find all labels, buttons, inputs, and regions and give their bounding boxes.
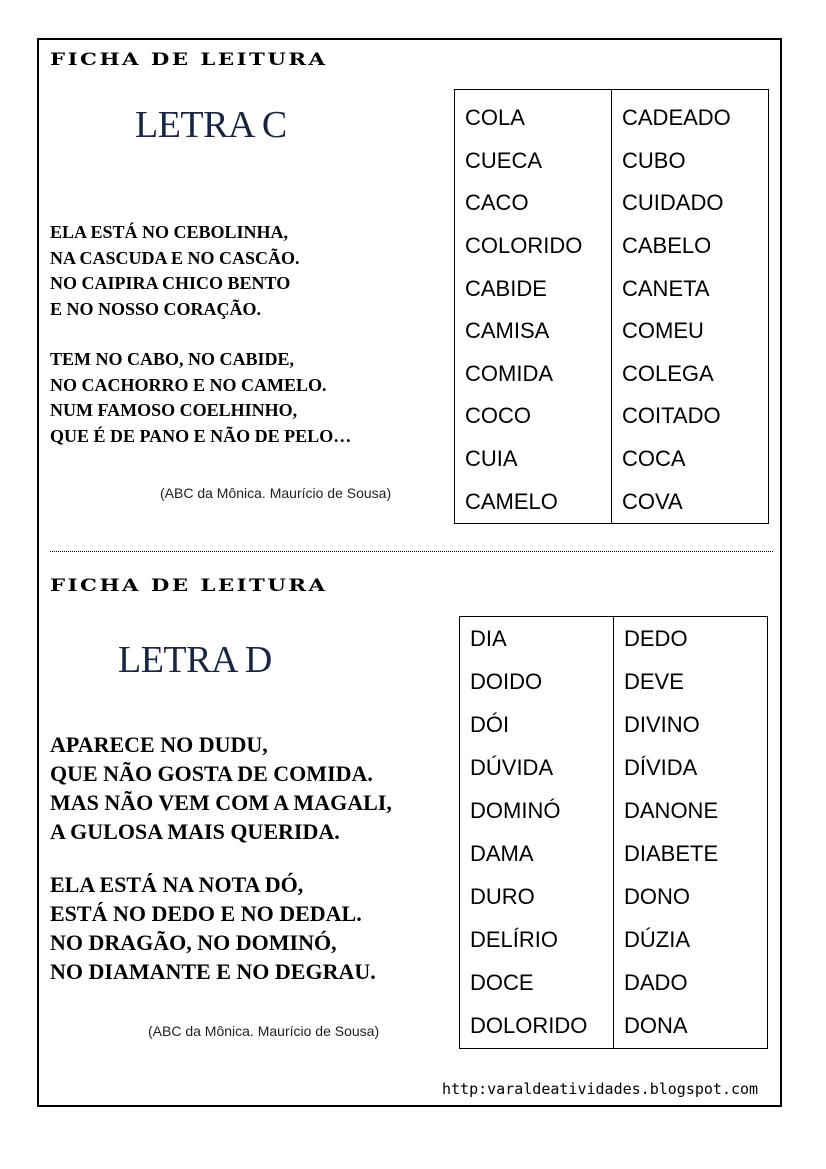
sheet-d-poem [50,730,392,986]
word-column-left [460,617,613,1048]
word-cell: CAMISA [465,318,550,344]
poem-line: TEM NO CABO, NO CABIDE, [50,349,295,369]
sheet-c-poem [50,220,351,449]
poem-line: NO DIAMANTE E NO DEGRAU. [50,959,376,984]
poem-line: ELA ESTÁ NO CEBOLINHA, [50,222,289,242]
word-cell: COCA [622,446,686,472]
sheet-c-word-table [454,89,769,524]
word-cell: COLEGA [622,360,714,386]
word-cell: DONO [624,884,690,910]
sheet-d-title: FICHA DE LEITURA [50,576,328,596]
sheet-c-credit: (ABC da Mônica. Maurício de Sousa) [160,485,392,501]
word-cell: DEDO [624,625,688,651]
word-cell: DIVINO [624,711,700,737]
word-cell: CABIDE [465,275,547,301]
sheet-d-credit: (ABC da Mônica. Maurício de Sousa) [148,1023,380,1039]
word-cell: COMIDA [465,360,553,386]
word-cell: CACO [465,190,529,216]
sheet-c-letter-heading: LETRA C [135,104,287,146]
word-cell: DURO [470,884,535,910]
word-cell: DÚZIA [624,927,690,953]
word-cell: DÍVIDA [624,754,698,780]
word-cell: COLORIDO [465,233,583,259]
word-cell: DELÍRIO [470,927,559,953]
poem-stanza [50,347,351,449]
poem-line: QUE É DE PANO E NÃO DE PELO… [50,425,352,446]
poem-line: ESTÁ NO DEDO E NO DEDAL. [50,901,362,926]
word-cell: COCO [465,403,531,429]
word-cell: CADEADO [622,105,731,131]
word-cell: DOMINÓ [470,797,561,823]
word-cell: CAMELO [465,488,558,514]
word-cell: CABELO [622,233,712,259]
poem-stanza [50,730,392,846]
poem-line: NUM FAMOSO COELHINHO, [50,400,298,420]
word-column-left [455,90,611,523]
word-cell: COVA [622,488,683,514]
word-column-right [613,617,767,1048]
word-cell: DAMA [470,841,534,867]
word-cell: DOIDO [470,668,543,694]
word-cell: DOCE [470,970,534,996]
word-cell: DIA [470,625,507,651]
section-divider [50,551,773,552]
footer-url: http:varaldeatividades.blogspot.com [442,1080,759,1098]
word-cell: COLA [465,105,525,131]
word-cell: CUECA [465,147,543,173]
poem-stanza [50,220,351,322]
word-cell: DADO [624,970,688,996]
word-cell: DIABETE [624,841,719,867]
word-cell: DÓI [470,711,510,737]
word-cell: CUBO [622,147,686,173]
poem-line: QUE NÃO GOSTA DE COMIDA. [50,761,373,786]
sheet-d-letter-heading: LETRA D [118,639,272,681]
word-cell: COMEU [622,318,704,344]
poem-line: E NO NOSSO CORAÇÃO. [50,298,262,319]
word-cell: DANONE [624,797,719,823]
sheet-d-word-table [459,616,768,1049]
word-cell: CANETA [622,275,710,301]
poem-line: MAS NÃO VEM COM A MAGALI, [50,790,392,815]
word-cell: DÚVIDA [470,754,554,780]
poem-line: APARECE NO DUDU, [50,732,268,757]
sheet-c-title: FICHA DE LEITURA [50,50,328,70]
word-cell: DOLORIDO [470,1013,588,1039]
poem-stanza [50,870,392,986]
word-cell: CUIDADO [622,190,724,216]
word-cell: DONA [624,1013,688,1039]
poem-line: ELA ESTÁ NA NOTA DÓ, [50,872,304,897]
poem-line: NO CAIPIRA CHICO BENTO [50,273,291,293]
word-cell: DEVE [624,668,684,694]
word-cell: CUIA [465,446,518,472]
poem-line: NO DRAGÃO, NO DOMINÓ, [50,930,337,955]
poem-line: A GULOSA MAIS QUERIDA. [50,819,340,844]
word-cell: COITADO [622,403,721,429]
word-column-right [611,90,768,523]
poem-line: NO CACHORRO E NO CAMELO. [50,374,327,395]
poem-line: NA CASCUDA E NO CASCÃO. [50,247,300,268]
